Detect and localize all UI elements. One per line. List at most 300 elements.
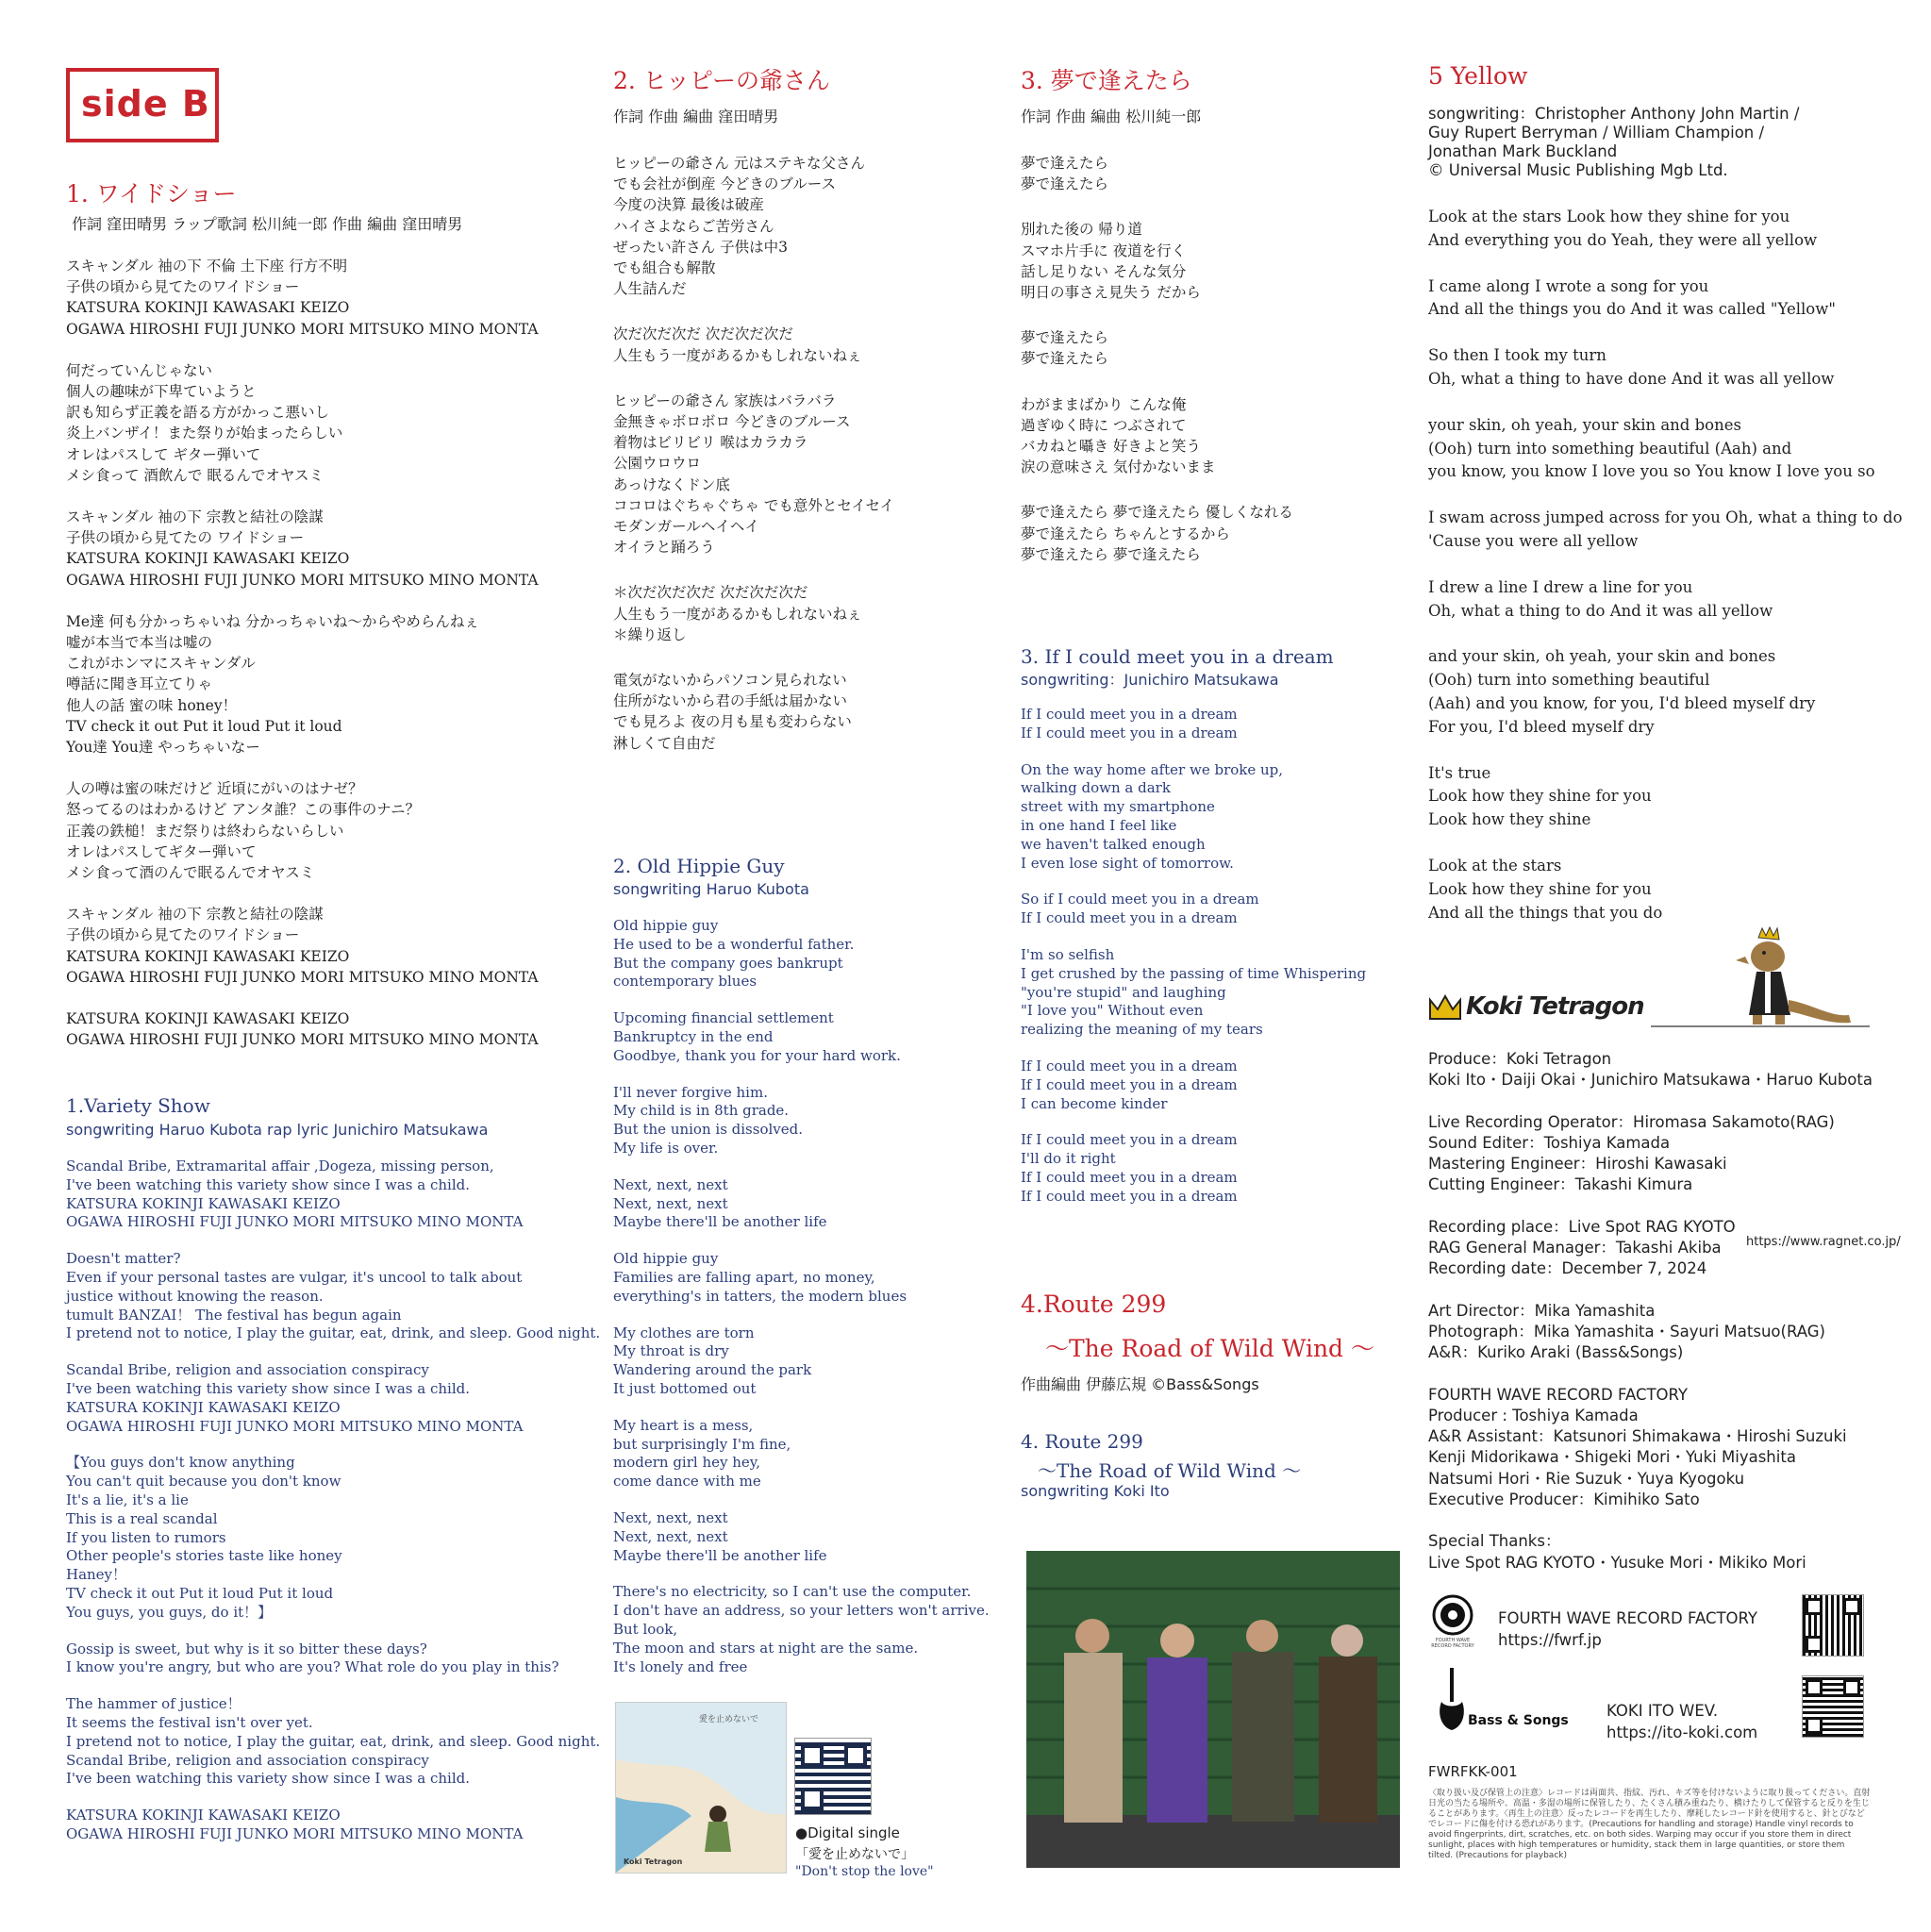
lyric-line: 【You guys don't know anything	[66, 1454, 295, 1472]
lyric-line: But look,	[613, 1620, 678, 1638]
stanza	[613, 153, 894, 299]
lyric-line: 淋しくて自由だ	[613, 734, 716, 752]
stanza	[66, 360, 539, 486]
lyric-line: 夢で逢えたら	[1021, 350, 1109, 368]
lyric-line: Wandering around the park	[613, 1361, 812, 1379]
lyric-line: tumult BANZAI！ The festival has begun again	[66, 1306, 402, 1324]
lyric-line: 訳も知らず正義を語る方がかっこ悪いし	[66, 404, 330, 422]
stanza	[1021, 1131, 1366, 1206]
stanza	[1428, 645, 1903, 739]
stanza	[1428, 507, 1903, 554]
stanza	[1428, 344, 1903, 391]
lyric-line: Recording date：December 7, 2024	[1428, 1259, 1707, 1278]
fourth-wave-url[interactable]: https://fwrf.jp	[1498, 1631, 1602, 1649]
stanza	[1021, 761, 1366, 874]
stanza	[613, 1324, 990, 1399]
lyric-line: でも組合も解散	[613, 259, 716, 277]
lyric-line: It's true	[1428, 763, 1491, 782]
stanza	[66, 611, 539, 758]
stanza	[1021, 1058, 1366, 1113]
lyric-line: in one hand I feel like	[1021, 816, 1177, 834]
track4-title-jp: 4.Route 299	[1021, 1291, 1167, 1318]
lyric-line: A&R Assistant：Katsunori Shimakawa・Hiroshi Suzuki	[1428, 1427, 1847, 1446]
stanza	[613, 1009, 990, 1065]
koki-ito-url[interactable]: https://ito-koki.com	[1606, 1724, 1758, 1741]
lyric-line: I drew a line I drew a line for you	[1428, 577, 1693, 596]
lyric-line: 夢で逢えたら 夢で逢えたら	[1021, 545, 1201, 563]
lyric-line: わがままばかり こんな俺	[1021, 395, 1187, 413]
track2-credit-en: songwriting Haruo Kubota	[613, 880, 809, 898]
track2-title-en: 2. Old Hippie Guy	[613, 855, 785, 877]
stanza	[1428, 576, 1903, 624]
lyric-line: ぜったい許さん 子供は中3	[613, 238, 788, 256]
lyric-line: "you're stupid" and laughing	[1021, 983, 1226, 1001]
fourth-wave-name: FOURTH WAVE RECORD FACTORY	[1498, 1609, 1758, 1627]
lyric-line: Maybe there'll be another life	[613, 1213, 827, 1231]
lyric-line: Executive Producer：Kimihiko Sato	[1428, 1491, 1700, 1509]
lyric-line: 次だ次だ次だ 次だ次だ次だ	[613, 325, 793, 343]
lyric-line: I'll do it right	[1021, 1150, 1116, 1168]
lyric-line: The hammer of justice！	[66, 1695, 241, 1713]
lyric-line: 怒ってるのはわかるけど アンタ誰？この事件のナニ？	[66, 801, 421, 819]
lyric-line: (Aah) and you know, for you, I'd bleed myself dry	[1428, 693, 1816, 712]
lyric-line: メシ食って 酒飲んで 眠るんでオヤスミ	[66, 466, 325, 484]
lyric-line: ＊繰り返し	[613, 625, 687, 643]
stanza	[66, 1454, 600, 1622]
lyric-line: Old hippie guy	[613, 917, 719, 934]
stanza	[1021, 706, 1366, 743]
lyric-line: But the union is dissolved.	[613, 1121, 803, 1139]
single-label: ●Digital single	[795, 1824, 900, 1841]
track4-credit-en: songwriting Koki Ito	[1021, 1482, 1170, 1500]
lyric-line: Sound Editer：Toshiya Kamada	[1428, 1133, 1671, 1152]
lyric-line: Kenji Midorikawa・Shigeki Mori・Yuki Miyashita	[1428, 1448, 1796, 1467]
stanza	[66, 1008, 539, 1050]
lyric-line: KATSURA KOKINJI KAWASAKI KEIZO	[66, 1010, 350, 1028]
stanza	[1428, 1112, 1873, 1196]
lyric-line: KATSURA KOKINJI KAWASAKI KEIZO	[66, 947, 350, 965]
lyric-line: Look at the stars	[1428, 856, 1562, 874]
lyric-line: Other people's stories taste like honey	[66, 1547, 342, 1565]
lyric-line: but surprisingly I'm fine,	[613, 1435, 791, 1453]
credit-line: Jonathan Mark Buckland	[1428, 142, 1618, 160]
stanza	[613, 917, 990, 991]
lyric-line: Next, next, next	[613, 1175, 728, 1193]
lyric-line: 金無きゃボロボロ 今どきのブルース	[613, 413, 851, 431]
lyric-line: 人生もう一度があるかもしれないねぇ	[613, 605, 862, 623]
track2-lyrics-jp	[613, 153, 894, 778]
track4-subtitle-en: 〜The Road of Wild Wind 〜	[1038, 1459, 1302, 1482]
lyric-line: Families are falling apart, no money,	[613, 1268, 875, 1286]
stanza	[1021, 891, 1366, 928]
stanza	[613, 324, 894, 365]
lyric-line: ハイさよならご苦労さん	[613, 217, 774, 235]
lyric-line: 夢で逢えたら	[1021, 175, 1109, 193]
stanza	[66, 1158, 600, 1232]
track5-lyrics	[1428, 206, 1903, 947]
track1-title-en: 1.Variety Show	[66, 1094, 210, 1117]
track3-lyrics-jp	[1021, 153, 1293, 590]
handling-notice: 〈取り扱い及び保管上の注意〉レコードは両面共、指紋、汚れ、キズ等を付けないように取り扱ってください。直射日光の当たる場所や、高温・多湿の場所に保管したり、たくさん積み重ねたり、横けたりして保管すると反りを生じることがあります。〈再生上の注意〉反ったレコードを再生したり、摩耗したレコード針を使用すると、針とびなどでレコードに傷を付ける恐れがあります。(Precautions for handling and storage) Handle vinyl records to avoid fingerprints, dirt, scratches, etc. on both sides. Warping may occur if you store them in direct sunlight, places with high temperatures or humidity, stack them in large quantities, or store them tilted. (Precautions for playback)	[1428, 1789, 1871, 1860]
lyric-line: 住所がないから君の手紙は届かない	[613, 692, 848, 710]
lyric-line: If I could meet you in a dream	[1021, 1187, 1238, 1205]
lyric-line: justice without knowing the reason.	[66, 1287, 324, 1305]
stanza	[1428, 1301, 1873, 1364]
lyric-line: Even if your personal tastes are vulgar, it's uncool to talk about	[66, 1268, 523, 1286]
bass-songs-logo: Bass & Songs	[1434, 1668, 1566, 1734]
koki-ito-name: KOKI ITO WEV.	[1606, 1702, 1719, 1720]
lyric-line: And all the things you do And it was called "Yellow"	[1428, 300, 1836, 319]
lyric-line: Mastering Engineer：Hiroshi Kawasaki	[1428, 1155, 1727, 1174]
lyric-line: Next, next, next	[613, 1508, 728, 1526]
lyric-line: Produce：Koki Tetragon	[1428, 1050, 1612, 1068]
stanza	[1428, 855, 1903, 924]
lyric-line: A&R：Kuriko Araki (Bass&Songs)	[1428, 1343, 1684, 1362]
lyric-line: I'm so selfish	[1021, 945, 1115, 963]
track1-lyrics-jp	[66, 256, 539, 1072]
track1-credit-en: songwriting Haruo Kubota rap lyric Junichiro Matsukawa	[66, 1121, 489, 1139]
lyric-line: I swam across jumped across for you Oh, what a thing to do	[1428, 508, 1903, 527]
lyric-line: If I could meet you in a dream	[1021, 1075, 1238, 1093]
stanza	[1428, 275, 1903, 323]
lyric-line: スマホ片手に 夜道を行く	[1021, 242, 1187, 259]
lyric-line: 明日の事さえ見失う だから	[1021, 284, 1201, 302]
track3-lyrics-en	[1021, 706, 1366, 1224]
lyric-line: 他人の話 蜜の味 honey！	[66, 696, 238, 714]
lyric-line: I've been watching this variety show since I was a child.	[66, 1175, 471, 1193]
lyric-line: It just bottomed out	[613, 1379, 757, 1397]
track4-subtitle-jp: 〜The Road of Wild Wind 〜	[1045, 1335, 1374, 1362]
lyric-line: 涙の意味さえ 気付かないまま	[1021, 458, 1216, 476]
lyric-line: My life is over.	[613, 1139, 719, 1157]
lyric-line: I can become kinder	[1021, 1094, 1168, 1112]
lyric-line: モダンガールヘイヘイ	[613, 518, 759, 536]
single-cover-art	[615, 1702, 787, 1874]
lyric-line: Haney！	[66, 1566, 127, 1584]
lyric-line: Producer : Toshiya Kamada	[1428, 1406, 1639, 1424]
lyric-line: Look how they shine for you	[1428, 787, 1652, 806]
lyric-line: でも会社が倒産 今どきのブルース	[613, 175, 837, 193]
lyric-line: 個人の趣味が下卑ていようと	[66, 383, 257, 401]
stanza	[613, 1509, 990, 1565]
lyric-line: modern girl hey hey,	[613, 1454, 761, 1472]
lyric-line: ヒッピーの爺さん 元はステキな父さん	[613, 155, 866, 172]
lyric-line: My clothes are torn	[613, 1324, 755, 1341]
stanza	[66, 778, 539, 883]
koki-ito-qr-code[interactable]	[1802, 1675, 1864, 1738]
lyric-line: オイラと踊ろう	[613, 539, 715, 557]
lyric-line: (Ooh) turn into something beautiful (Aah) and	[1428, 439, 1792, 458]
lyric-line: You guys, you guys, do it！】	[66, 1603, 273, 1621]
track5-credits	[1428, 105, 1799, 180]
lyric-line: 夢で逢えたら ちゃんとするから	[1021, 525, 1230, 542]
lyric-line: come dance with me	[613, 1473, 761, 1491]
lyric-line: and your skin, oh yeah, your skin and bones	[1428, 647, 1776, 666]
track1-lyrics-en	[66, 1158, 600, 1862]
lyric-line: OGAWA HIROSHI FUJI JUNKO MORI MITSUKO MINO MONTA	[66, 1417, 524, 1435]
stanza	[613, 1417, 990, 1491]
lyric-line: オレはパスして ギター弾いて	[66, 445, 261, 463]
stanza	[1021, 153, 1293, 194]
lyric-line: Old hippie guy	[613, 1250, 719, 1268]
lyric-line: 人生もう一度があるかもしれないねぇ	[613, 346, 862, 364]
lyric-line: street with my smartphone	[1021, 798, 1215, 816]
track4-credit-jp: 作曲編曲 伊藤広規 ©Bass&Songs	[1021, 1375, 1259, 1393]
lyric-line: スキャンダル 袖の下 不倫 土下座 行方不明	[66, 258, 348, 275]
lyric-line: ヒッピーの爺さん 家族はバラバラ	[613, 391, 837, 409]
lyric-line: If I could meet you in a dream	[1021, 909, 1238, 927]
lyric-line: 噂話に聞き耳立てりゃ	[66, 675, 213, 693]
lyric-line: 着物はビリビリ 喉はカラカラ	[613, 434, 808, 452]
lyric-line: バカねと囁き 好きよと笑う	[1021, 438, 1201, 456]
lyric-line: KATSURA KOKINJI KAWASAKI KEIZO	[66, 1398, 341, 1416]
lyric-line: 夢で逢えたら	[1021, 329, 1109, 347]
lyric-line: Scandal Bribe, religion and association conspiracy	[66, 1361, 429, 1379]
stanza	[613, 1084, 990, 1158]
stanza	[1021, 219, 1293, 303]
lyric-line: I pretend not to notice, I play the guitar, eat, drink, and sleep. Good night.	[66, 1324, 601, 1342]
lyric-line: Recording place：Live Spot RAG KYOTO	[1428, 1217, 1736, 1236]
lyric-line: So then I took my turn	[1428, 346, 1606, 365]
lyric-line: It's a lie, it's a lie	[66, 1491, 189, 1508]
stanza	[613, 391, 894, 558]
single-cover-text: 愛を止めないで	[699, 1715, 759, 1724]
lyric-line: 電気がないからパソコン見られない	[613, 672, 847, 690]
lyric-line: 人生詰んだ	[613, 280, 687, 298]
lyric-line: He used to be a wonderful father.	[613, 935, 855, 953]
lyric-line: Live Spot RAG KYOTO・Yusuke Mori・Mikiko Mori	[1428, 1553, 1806, 1572]
stanza	[613, 1250, 990, 1306]
side-b-label: side B	[66, 68, 219, 142]
lyric-line: Doesn't matter?	[66, 1250, 181, 1268]
stanza	[66, 1807, 600, 1844]
lyric-line: TV check it out Put it loud Put it loud	[66, 1584, 334, 1602]
track5-title: 5 Yellow	[1428, 62, 1528, 90]
lyric-line: 子供の頃から見てたの ワイドショー	[66, 529, 305, 547]
lyric-line: Upcoming financial settlement	[613, 1009, 834, 1027]
lyric-line: everything's in tatters, the modern blues	[613, 1287, 907, 1305]
stanza	[1428, 1531, 1873, 1574]
lyric-line: オレはパスしてギター弾いて	[66, 842, 257, 860]
stanza	[66, 1695, 600, 1789]
lyric-line: Oh, what a thing to do And it was all yellow	[1428, 601, 1773, 620]
lyric-line: You can't quit because you don't know	[66, 1473, 341, 1491]
track3-credit-jp: 作詞 作曲 編曲 松川純一郎	[1021, 108, 1202, 125]
lyric-line: OGAWA HIROSHI FUJI JUNKO MORI MITSUKO MINO MONTA	[66, 1031, 539, 1049]
lyric-line: Next, next, next	[613, 1527, 728, 1545]
lyric-line: ココロはぐちゃぐちゃ でも意外とセイセイ	[613, 496, 895, 514]
lyric-line: ＊次だ次だ次だ 次だ次だ次だ	[613, 584, 808, 602]
lyric-line: My child is in 8th grade.	[613, 1102, 790, 1120]
lyric-line: FOURTH WAVE RECORD FACTORY	[1428, 1385, 1689, 1404]
lyric-line: 炎上バンザイ！また祭りが始まったらしい	[66, 425, 343, 442]
track3-credit-en: songwriting：Junichiro Matsukawa	[1021, 671, 1279, 689]
track4-title-en: 4. Route 299	[1021, 1430, 1143, 1453]
track2-lyrics-en	[613, 917, 990, 1694]
lyric-line: KATSURA KOKINJI KAWASAKI KEIZO	[66, 1807, 341, 1824]
stanza	[1428, 1385, 1873, 1511]
track3-title-en: 3. If I could meet you in a dream	[1021, 645, 1334, 668]
lyric-line: we haven't talked enough	[1021, 835, 1206, 853]
lyric-line: これがホンマにスキャンダル	[66, 655, 256, 673]
lyric-line: 話し足りない そんな気分	[1021, 262, 1187, 280]
lyric-line: If you listen to rumors	[66, 1528, 226, 1546]
lyric-line: RAG General Manager：Takashi Akiba	[1428, 1239, 1722, 1257]
lyric-line: OGAWA HIROSHI FUJI JUNKO MORI MITSUKO MINO MONTA	[66, 1824, 524, 1842]
lyric-line: But the company goes bankrupt	[613, 954, 843, 972]
lyric-line: realizing the meaning of my tears	[1021, 1021, 1263, 1039]
stanza	[613, 670, 894, 754]
staff-credits	[1428, 1049, 1873, 1594]
lyric-line: contemporary blues	[613, 973, 757, 991]
lyric-line: You達 You達 やっちゃいなー	[66, 739, 260, 757]
lyric-line: (Ooh) turn into something beautiful	[1428, 671, 1710, 690]
lyric-line: Look at the stars Look how they shine for you	[1428, 208, 1790, 225]
lyric-line: It's lonely and free	[613, 1657, 748, 1675]
lyric-line: I'll never forgive him.	[613, 1083, 768, 1101]
lyric-line: For you, I'd bleed myself dry	[1428, 717, 1655, 736]
stanza	[1021, 327, 1293, 369]
lyric-line: your skin, oh yeah, your skin and bones	[1428, 415, 1741, 434]
lyric-line: I don't have an address, so your letters won't arrive.	[613, 1602, 990, 1620]
lyric-line: KATSURA KOKINJI KAWASAKI KEIZO	[66, 299, 350, 317]
stanza	[1021, 394, 1293, 478]
lyric-line: KATSURA KOKINJI KAWASAKI KEIZO	[66, 1194, 341, 1212]
lyric-line: 嘘が本当で本当は嘘の	[66, 634, 213, 652]
credit-line: © Universal Music Publishing Mgb Ltd.	[1428, 161, 1728, 179]
lyric-line: Me達 何も分かっちゃいね 分かっちゃいね〜からやめらんねぇ	[66, 612, 479, 630]
single-jp-title: 「愛を止めないで」	[795, 1847, 914, 1862]
koki-tetragon-logo: Koki Tetragon	[1428, 989, 1679, 1024]
lyric-line: スキャンダル 袖の下 宗教と結社の陰謀	[66, 508, 324, 526]
stanza	[613, 1583, 990, 1676]
lyric-line: If I could meet you in a dream	[1021, 706, 1238, 723]
stanza	[66, 507, 539, 591]
single-en-title: "Don't stop the love"	[795, 1864, 934, 1879]
track1-credit-jp: 作詞 窪田晴男 ラップ歌詞 松川純一郎 作曲 編曲 窪田晴男	[72, 215, 463, 233]
lyric-line: And everything you do Yeah, they were all yellow	[1428, 230, 1818, 249]
lyric-line: 夢で逢えたら	[1021, 155, 1109, 172]
rag-url-link[interactable]: https://www.ragnet.co.jp/	[1746, 1235, 1901, 1249]
lyric-line: Maybe there'll be another life	[613, 1546, 827, 1564]
lyric-line: This is a real scandal	[66, 1509, 218, 1527]
stanza	[66, 904, 539, 988]
track2-credit-jp: 作詞 作曲 編曲 窪田晴男	[613, 108, 779, 125]
lyric-line: Special Thanks：	[1428, 1532, 1561, 1551]
single-qr-code[interactable]	[794, 1738, 872, 1815]
lyric-line: On the way home after we broke up,	[1021, 760, 1284, 778]
lyric-line: 子供の頃から見てたのワイドショー	[66, 278, 300, 296]
band-photo	[1026, 1551, 1400, 1868]
mascot-illustration	[1651, 924, 1870, 1028]
lyric-line: スキャンダル 袖の下 宗教と結社の陰謀	[66, 906, 324, 924]
stanza	[1428, 414, 1903, 484]
lyric-line: 今度の決算 最後は破産	[613, 196, 764, 214]
track3-title-jp: 3. 夢で逢えたら	[1021, 67, 1192, 94]
lyric-line: 夢で逢えたら 夢で逢えたら 優しくなれる	[1021, 504, 1293, 522]
catalog-number: FWRFKK-001	[1428, 1763, 1518, 1780]
stanza	[613, 1176, 990, 1232]
lyric-line: OGAWA HIROSHI FUJI JUNKO MORI MITSUKO MINO MONTA	[66, 571, 539, 589]
lyric-line: Goodbye, thank you for your hard work.	[613, 1046, 901, 1064]
lyric-line: Bankruptcy in the end	[613, 1027, 774, 1045]
lyric-line: Koki Ito・Daiji Okai・Junichiro Matsukawa・Haruo Kubota	[1428, 1071, 1873, 1090]
lyric-line: 子供の頃から見てたのワイドショー	[66, 926, 300, 944]
lyric-line: I've been watching this variety show since I was a child.	[66, 1770, 471, 1788]
credit-line: Guy Rupert Berryman / William Champion /	[1428, 124, 1765, 142]
lyric-line: OGAWA HIROSHI FUJI JUNKO MORI MITSUKO MINO MONTA	[66, 1213, 524, 1231]
lyric-line: The moon and stars at night are the same.	[613, 1639, 919, 1657]
stanza	[1021, 946, 1366, 1040]
lyric-line: KATSURA KOKINJI KAWASAKI KEIZO	[66, 550, 350, 568]
lyric-line: Live Recording Operator：Hiromasa Sakamoto(RAG)	[1428, 1112, 1835, 1131]
lyric-line: If I could meet you in a dream	[1021, 1168, 1238, 1186]
stanza	[1428, 206, 1903, 253]
lyric-line: 正義の鉄槌！まだ祭りは終わらないらしい	[66, 822, 344, 840]
lyric-line: 別れた後の 帰り道	[1021, 221, 1142, 239]
lyric-line: So if I could meet you in a dream	[1021, 891, 1259, 908]
lyric-line: you know, you know I love you so You know I love you so	[1428, 462, 1875, 481]
lyric-line: walking down a dark	[1021, 779, 1171, 797]
lyric-line: Photograph：Mika Yamashita・Sayuri Matsuo(RAG)	[1428, 1322, 1825, 1341]
lyric-line: 過ぎゆく時に つぶされて	[1021, 416, 1187, 434]
lyric-line: OGAWA HIROSHI FUJI JUNKO MORI MITSUKO MINO MONTA	[66, 320, 539, 338]
lyric-line: Next, next, next	[613, 1194, 728, 1212]
lyric-line: TV check it out Put it loud Put it loud	[66, 717, 342, 735]
fourth-wave-qr-code[interactable]	[1802, 1594, 1864, 1657]
lyric-line: My heart is a mess,	[613, 1416, 754, 1434]
lyric-line: でも見ろよ 夜の月も星も変わらない	[613, 713, 852, 731]
track2-title-jp: 2. ヒッピーの爺さん	[613, 67, 831, 94]
lyric-line: Cutting Engineer：Takashi Kimura	[1428, 1175, 1693, 1194]
lyric-line: 公園ウロウロ	[613, 455, 702, 473]
stanza	[613, 582, 894, 645]
lyric-line: "I love you" Without even	[1021, 1002, 1204, 1020]
stanza	[1021, 502, 1293, 565]
stanza	[66, 1250, 600, 1343]
stanza	[66, 1361, 600, 1436]
stanza	[1428, 1049, 1873, 1091]
lyric-line: If I could meet you in a dream	[1021, 1057, 1238, 1074]
lyric-line: Art Director：Mika Yamashita	[1428, 1301, 1656, 1320]
lyric-line: I know you're angry, but who are you? What role do you play in this?	[66, 1658, 559, 1676]
lyric-line: Natsumi Hori・Rie Suzuk・Yuya Kyogoku	[1428, 1469, 1745, 1488]
single-cover-logo: Koki Tetragon	[624, 1857, 683, 1866]
lyric-line: 'Cause you were all yellow	[1428, 531, 1639, 550]
lyric-line: If I could meet you in a dream	[1021, 1131, 1238, 1149]
lyric-line: And all the things that you do	[1428, 903, 1663, 922]
crown-icon	[1428, 994, 1462, 1021]
lyric-line: OGAWA HIROSHI FUJI JUNKO MORI MITSUKO MINO MONTA	[66, 968, 539, 986]
stanza	[66, 1641, 600, 1678]
stanza	[66, 256, 539, 340]
lyric-line: I came along I wrote a song for you	[1428, 276, 1709, 295]
lyric-line: Look how they shine	[1428, 810, 1591, 829]
lyric-line: Oh, what a thing to have done And it was all yellow	[1428, 369, 1835, 388]
lyric-line: If I could meet you in a dream	[1021, 724, 1238, 741]
fourth-wave-logo: FOURTH WAVE RECORD FACTORY	[1432, 1594, 1473, 1649]
lyric-line: I get crushed by the passing of time Whispering	[1021, 964, 1367, 982]
stanza	[1428, 762, 1903, 832]
lyric-line: メシ食って酒のんで眠るんでオヤスミ	[66, 864, 315, 882]
lyric-line: I pretend not to notice, I play the guitar, eat, drink, and sleep. Good night.	[66, 1732, 601, 1750]
lyric-line: あっけなくドン底	[613, 475, 730, 493]
track1-title-jp: 1. ワイドショー	[66, 180, 237, 208]
lyric-line: Gossip is sweet, but why is it so bitter these days?	[66, 1640, 427, 1657]
lyric-line: 人の噂は蜜の味だけど 近頃にがいのはナゼ？	[66, 780, 363, 798]
lyric-line: Scandal Bribe, religion and association conspiracy	[66, 1751, 429, 1769]
lyric-line: I even lose sight of tomorrow.	[1021, 854, 1234, 872]
